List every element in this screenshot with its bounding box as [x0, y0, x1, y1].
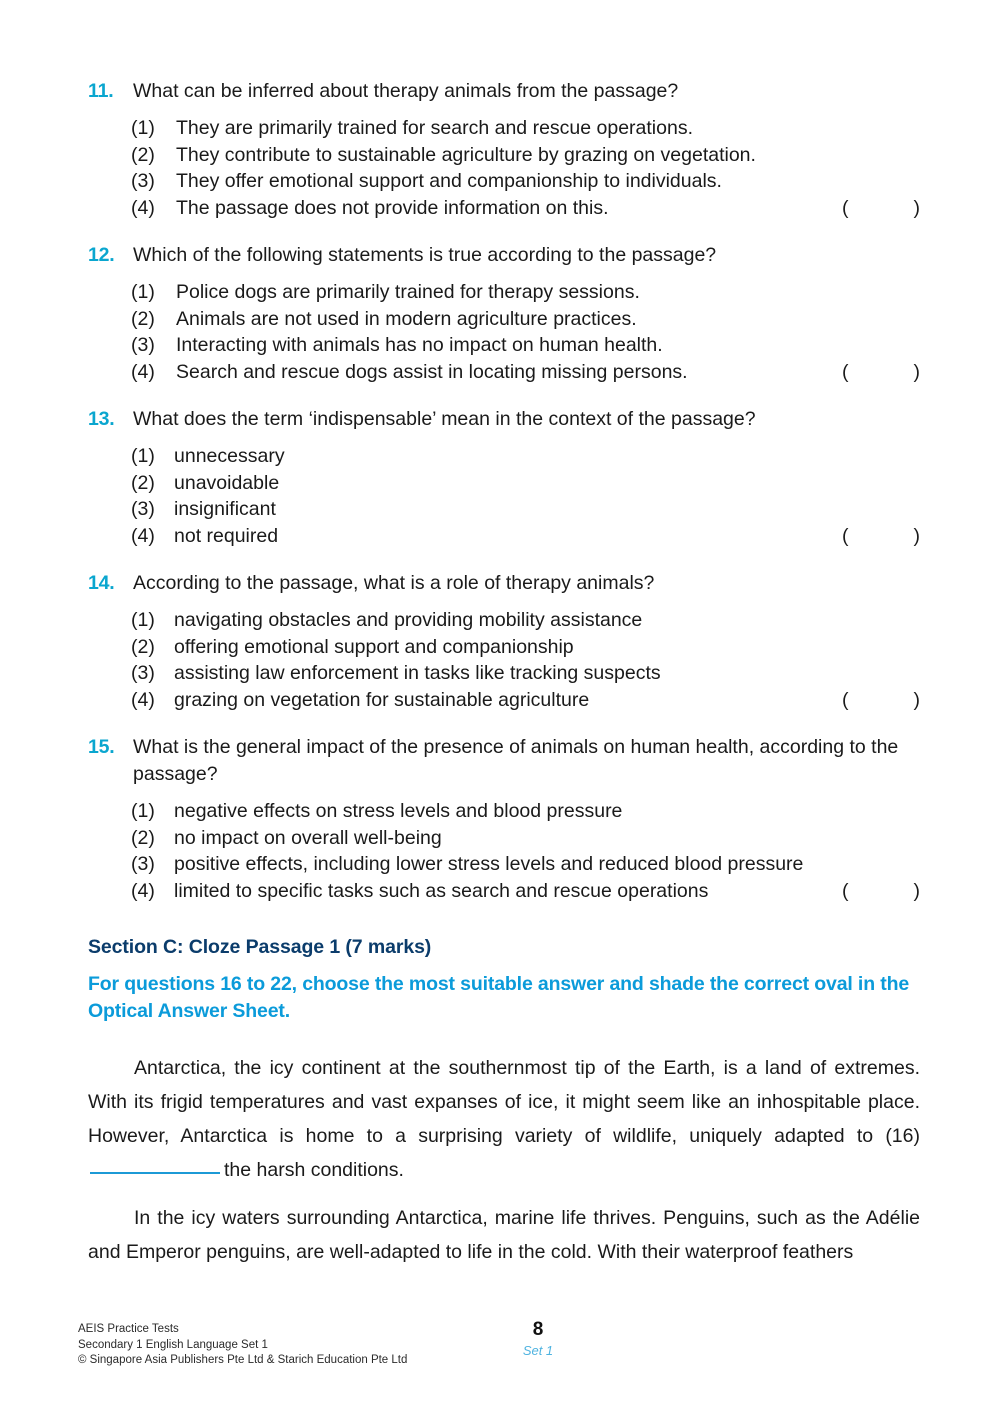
option-label: (1)	[131, 117, 155, 139]
answer-bracket-close: )	[913, 360, 920, 383]
answer-bracket-close: )	[913, 196, 920, 219]
section-instruction: For questions 16 to 22, choose the most suitable answer and shade the correct oval in the Optical Answer Sheet.	[88, 973, 910, 1022]
option-row[interactable]	[88, 195, 920, 222]
option-text: assisting law enforcement in tasks like tracking suspects	[174, 662, 661, 684]
passage-text-before-blank: Antarctica, the icy continent at the southernmost tip of the Earth, is a land of extremes. With its frigid temperatures and vast expanses of ice, it might seem like an inhospitable place. However, Antarctica is home to a surprising variety of wildlife, uniquely adapted to (16)	[88, 1057, 920, 1147]
option-text: Interacting with animals has no impact on human health.	[176, 334, 663, 356]
option-text: The passage does not provide information on this.	[176, 196, 609, 219]
answer-bracket-close: )	[913, 879, 920, 902]
page-content	[88, 78, 920, 1269]
option-row[interactable]	[88, 359, 920, 386]
question-block-11	[88, 78, 920, 221]
answer-bracket-open: (	[842, 879, 849, 902]
option-row[interactable]	[88, 279, 920, 306]
option-text: no impact on overall well-being	[174, 826, 442, 849]
option-text: Animals are not used in modern agriculture practices.	[176, 307, 637, 330]
option-label: (3)	[131, 170, 155, 192]
answer-bracket[interactable]	[842, 523, 920, 550]
question-text: Which of the following statements is true according to the passage?	[133, 244, 717, 266]
option-row[interactable]	[88, 607, 920, 634]
answer-bracket-open: (	[842, 196, 849, 219]
question-text: According to the passage, what is a role of therapy animals?	[133, 572, 655, 594]
question-text: What can be inferred about therapy animals from the passage?	[133, 80, 679, 102]
question-heading	[88, 570, 920, 597]
footer-line-3: © Singapore Asia Publishers Pte Ltd & Starich Education Pte Ltd	[78, 1354, 408, 1366]
option-row[interactable]	[88, 332, 920, 359]
answer-bracket-open: (	[842, 360, 849, 383]
question-number: 15.	[88, 736, 115, 758]
option-label: (4)	[131, 879, 155, 902]
option-label: (1)	[131, 445, 155, 467]
option-text: Search and rescue dogs assist in locating missing persons.	[176, 360, 688, 383]
answer-bracket-close: )	[913, 524, 920, 547]
answer-bracket[interactable]	[842, 878, 920, 905]
option-row[interactable]	[88, 634, 920, 661]
options-list	[88, 279, 920, 385]
answer-bracket-open: (	[842, 688, 849, 711]
option-text: They contribute to sustainable agriculture by grazing on vegetation.	[176, 143, 756, 166]
question-number: 11.	[88, 80, 114, 102]
options-list	[88, 443, 920, 549]
option-text: offering emotional support and companionship	[174, 635, 574, 658]
question-block-13	[88, 406, 920, 549]
footer-line-1: AEIS Practice Tests	[78, 1323, 179, 1335]
question-heading	[88, 242, 920, 269]
answer-bracket[interactable]	[842, 687, 920, 714]
option-row[interactable]	[88, 660, 920, 687]
question-number: 12.	[88, 244, 115, 266]
option-row[interactable]	[88, 496, 920, 523]
question-block-12	[88, 242, 920, 385]
option-row[interactable]	[88, 306, 920, 333]
set-label: Set 1	[522, 1343, 554, 1358]
option-label: (3)	[131, 662, 155, 684]
answer-bracket-close: )	[913, 688, 920, 711]
option-label: (4)	[131, 688, 155, 711]
options-list	[88, 798, 920, 904]
question-heading	[88, 406, 920, 433]
option-text: navigating obstacles and providing mobility assistance	[174, 609, 643, 631]
option-label: (2)	[131, 307, 155, 330]
option-row[interactable]	[88, 878, 920, 905]
passage-paragraph-1	[88, 1051, 920, 1187]
option-label: (1)	[131, 609, 155, 631]
question-text: What is the general impact of the presence of animals on human health, according to the passage?	[133, 736, 899, 785]
question-number: 13.	[88, 408, 115, 430]
options-list	[88, 607, 920, 713]
option-text: They offer emotional support and companionship to individuals.	[176, 170, 722, 192]
footer-publisher-info	[78, 1322, 407, 1369]
question-number: 14.	[88, 572, 115, 594]
option-text: not required	[174, 524, 279, 547]
cloze-passage	[88, 1051, 920, 1269]
option-label: (2)	[131, 635, 155, 658]
option-text: unavoidable	[174, 471, 280, 494]
question-heading	[88, 78, 920, 105]
option-row[interactable]	[88, 115, 920, 142]
option-text: unnecessary	[174, 445, 285, 467]
option-text: positive effects, including lower stress levels and reduced blood pressure	[174, 853, 804, 875]
section-c	[88, 934, 920, 1025]
answer-bracket-open: (	[842, 524, 849, 547]
option-label: (2)	[131, 143, 155, 166]
passage-paragraph-2: In the icy waters surrounding Antarctica, marine life thrives. Penguins, such as the Adélie and Emperor penguins, are well-adapted to life in the cold. With their waterproof feathers	[88, 1207, 920, 1263]
option-row[interactable]	[88, 142, 920, 169]
option-text: limited to specific tasks such as search and rescue operations	[174, 879, 709, 902]
question-heading	[88, 734, 920, 788]
option-row[interactable]	[88, 168, 920, 195]
cloze-blank-16[interactable]	[90, 1172, 220, 1174]
option-row[interactable]	[88, 798, 920, 825]
page-number: 8	[532, 1319, 544, 1340]
option-text: Police dogs are primarily trained for therapy sessions.	[176, 281, 640, 303]
option-text: grazing on vegetation for sustainable agriculture	[174, 688, 590, 711]
answer-bracket[interactable]	[842, 359, 920, 386]
option-text: negative effects on stress levels and blood pressure	[174, 800, 623, 822]
option-label: (1)	[131, 281, 155, 303]
option-row[interactable]	[88, 687, 920, 714]
option-text: They are primarily trained for search and rescue operations.	[176, 117, 693, 139]
option-label: (3)	[131, 334, 155, 356]
option-label: (4)	[131, 196, 155, 219]
option-row[interactable]	[88, 470, 920, 497]
footer-line-2: Secondary 1 English Language Set 1	[78, 1338, 268, 1351]
option-label: (3)	[131, 853, 155, 875]
option-row[interactable]	[88, 523, 920, 550]
option-label: (4)	[131, 524, 155, 547]
option-label: (3)	[131, 498, 155, 520]
answer-bracket[interactable]	[842, 195, 920, 222]
option-row[interactable]	[88, 443, 920, 470]
footer-page-marker	[478, 1318, 598, 1359]
option-label: (2)	[131, 471, 155, 494]
page-footer	[78, 1319, 938, 1392]
option-label: (2)	[131, 826, 155, 849]
question-block-15	[88, 734, 920, 904]
option-label: (4)	[131, 360, 155, 383]
option-row[interactable]	[88, 851, 920, 878]
option-row[interactable]	[88, 825, 920, 852]
option-label: (1)	[131, 800, 155, 822]
passage-text-after-blank: the harsh conditions.	[224, 1159, 404, 1181]
question-text: What does the term ‘indispensable’ mean in the context of the passage?	[133, 408, 756, 430]
option-text: insignificant	[174, 498, 276, 520]
question-block-14	[88, 570, 920, 713]
options-list	[88, 115, 920, 221]
section-heading: Section C: Cloze Passage 1 (7 marks)	[88, 936, 432, 958]
